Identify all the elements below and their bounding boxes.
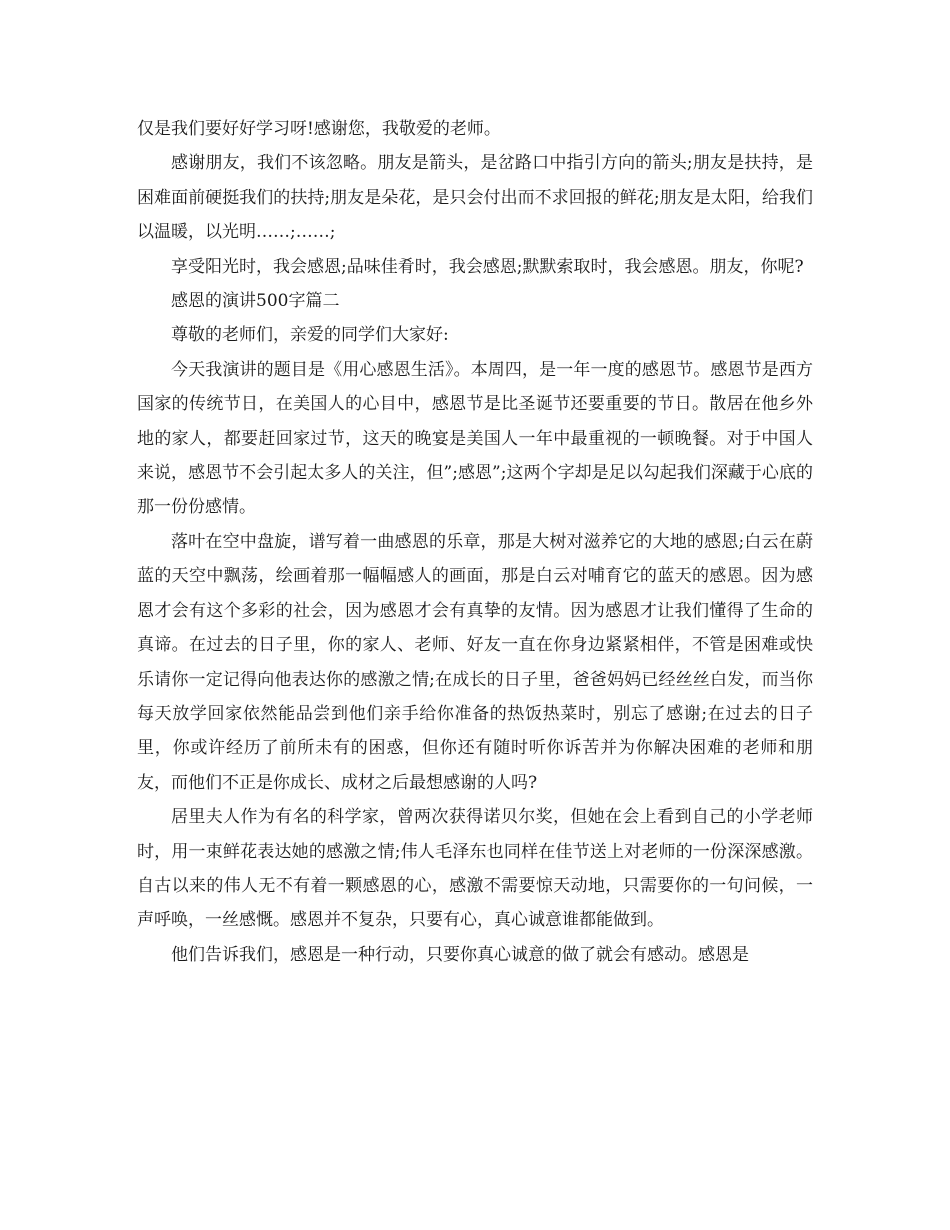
paragraph-gratitude-action: 他们告诉我们，感恩是一种行动，只要你真心诚意的做了就会有感动。感恩是 — [171, 944, 749, 965]
greeting-line: 尊敬的老师们，亲爱的同学们大家好: — [171, 325, 449, 346]
paragraph-speech-topic: 今天我演讲的题目是《用心感恩生活》。本周四，是一年一度的感恩节。感恩节是西方国家的传统节日，在美国人的心目中，感恩节是比圣诞节还要重要的节日。散居在他乡外地的家人，都要赶回家过节，这天的晚宴是美国人一年中最重视的一顿晚餐。对于中国人来说，感恩节不会引起太多人的关注，但”;感恩”;这两个字却是足以勾起我们深藏于心底的那一份份感情。 — [137, 359, 813, 518]
paragraph-madame-curie: 居里夫人作为有名的科学家，曾两次获得诺贝尔奖，但她在会上看到自己的小学老师时，用一束鲜花表达她的感激之情;伟人毛泽东也同样在佳节送上对老师的一份深深感激。自古以来的伟人无不有着一颗感恩的心，感激不需要惊天动地，只需要你的一句问候，一声呼唤，一丝感慨。感恩并不复杂，只要有心，真心诚意谁都能做到。 — [137, 807, 813, 931]
paragraph-thanks-friends: 感谢朋友，我们不该忽略。朋友是箭头，是岔路口中指引方向的箭头;朋友是扶持，是困难面前硬挺我们的扶持;朋友是朵花，是只会付出而不求回报的鲜花;朋友是太阳，给我们以温暖，以光明……;……; — [137, 153, 813, 243]
section-heading: 感恩的演讲500字篇二 — [171, 291, 340, 312]
paragraph-continuation: 仅是我们要好好学习呀!感谢您，我敬爱的老师。 — [137, 119, 501, 139]
paragraph-falling-leaves: 落叶在空中盘旋，谱写着一曲感恩的乐章，那是大树对滋养它的大地的感恩;白云在蔚蓝的天空中飘荡，绘画着那一幅幅感人的画面，那是白云对哺育它的蓝天的感恩。因为感恩才会有这个多彩的社会，因为感恩才会有真挚的友情。因为感恩才让我们懂得了生命的真谛。在过去的日子里，你的家人、老师、好友一直在你身边紧紧相伴，不管是困难或快乐请你一定记得向他表达你的感激之情;在成长的日子里，爸爸妈妈已经丝丝白发，而当你每天放学回家依然能品尝到他们亲手给你准备的热饭热菜时，别忘了感谢;在过去的日子里，你或许经历了前所未有的困惑，但你还有随时听你诉苦并为你解决困难的老师和朋友，而他们不正是你成长、成材之后最想感谢的人吗? — [137, 531, 813, 793]
document-body — [137, 112, 813, 972]
paragraph-enjoy-sunshine: 享受阳光时，我会感恩;品味佳肴时，我会感恩;默默索取时，我会感恩。朋友，你呢? — [171, 256, 804, 277]
